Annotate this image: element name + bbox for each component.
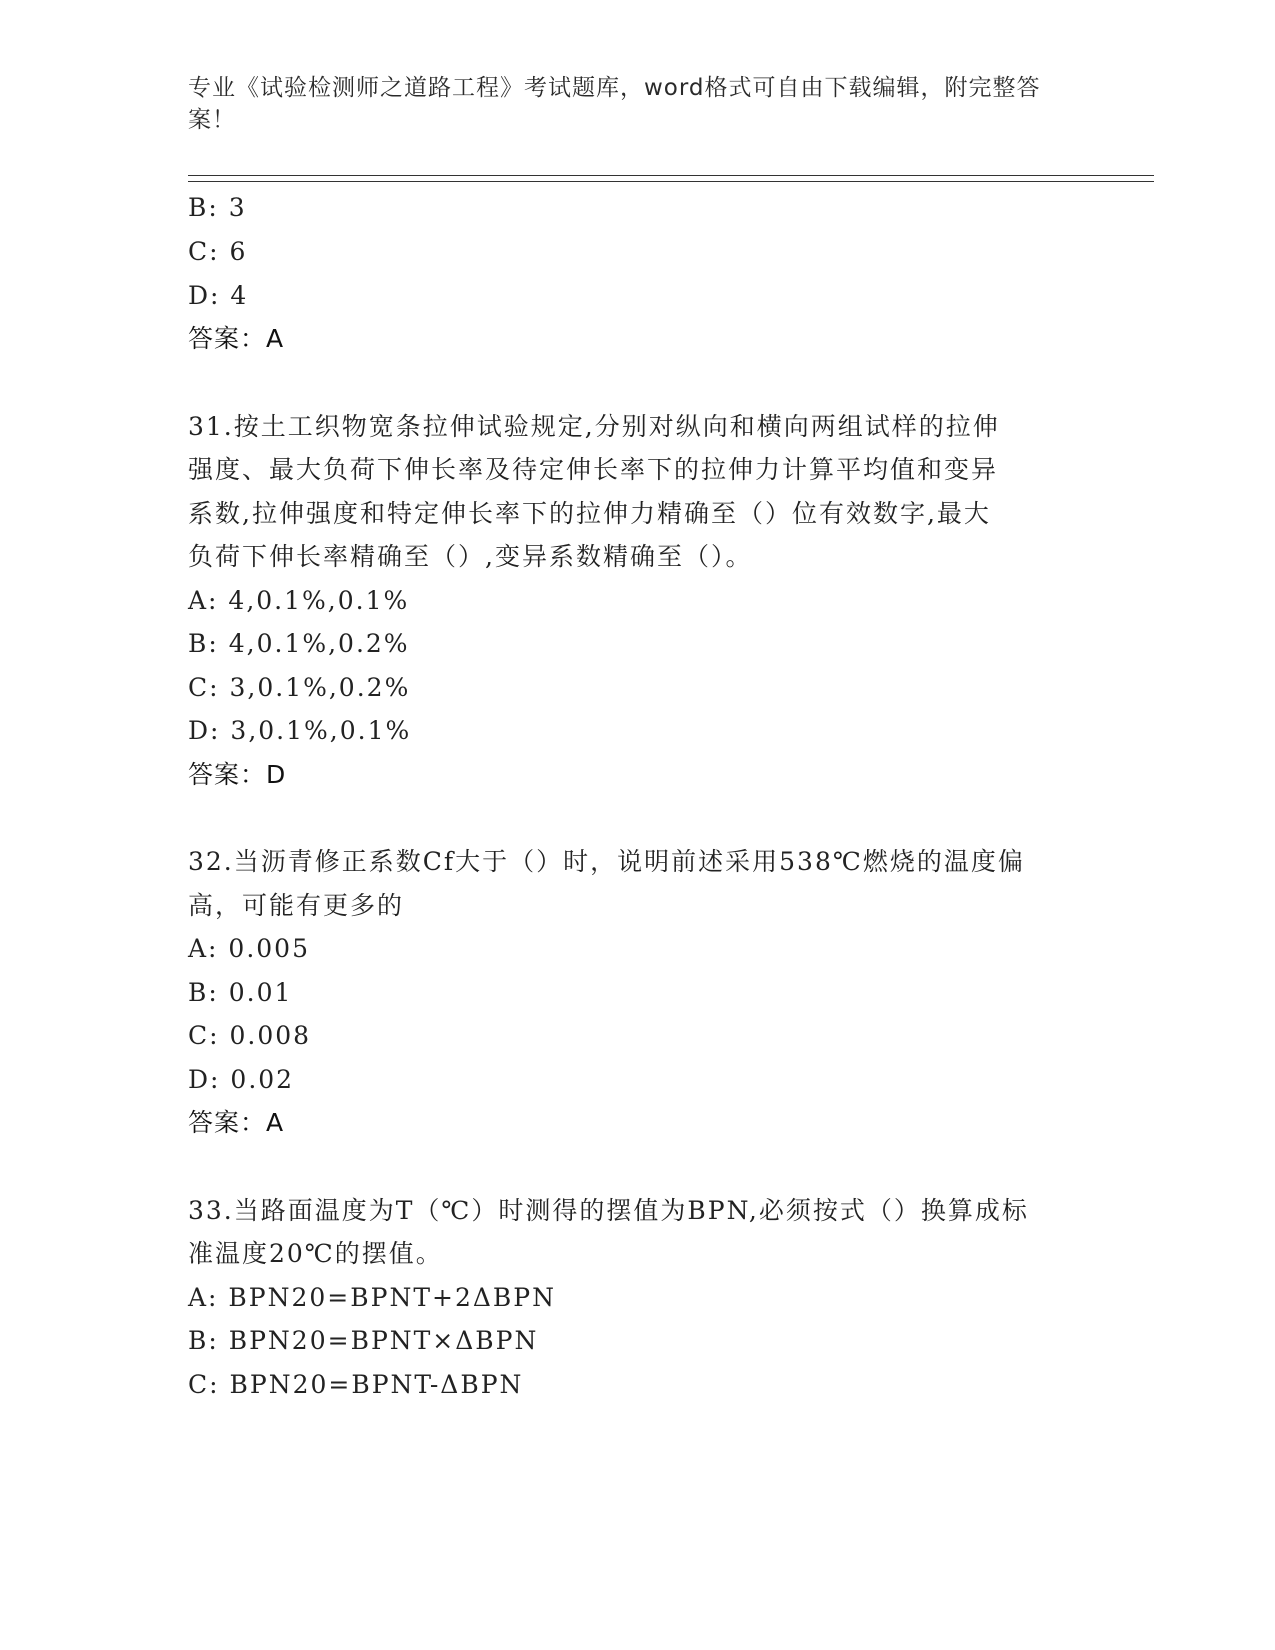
question-32-line-1: 32.当沥青修正系数Cf大于（）时，说明前述采用538℃燃烧的温度偏 (188, 847, 1025, 876)
question-31-line-4: 负荷下伸长率精确至（）,变异系数精确至（）。 (188, 542, 753, 571)
question-32-option-b: B: 0.01 (188, 978, 293, 1007)
question-32-option-d: D: 0.02 (188, 1065, 295, 1094)
question-33-option-b: B: BPN20=BPNT×ΔBPN (188, 1326, 539, 1355)
question-31-answer: 答案：D (188, 760, 287, 789)
header-rule-top (188, 175, 1154, 176)
question-32-option-c: C: 0.008 (188, 1021, 312, 1050)
option-b: B: 3 (188, 193, 247, 222)
question-31-line-1: 31.按土工织物宽条拉伸试验规定,分别对纵向和横向两组试样的拉伸 (188, 412, 1000, 441)
question-31-line-2: 强度、最大负荷下伸长率及待定伸长率下的拉伸力计算平均值和变异 (188, 455, 999, 484)
question-31-line-3: 系数,拉伸强度和特定伸长率下的拉伸力精确至（）位有效数字,最大 (188, 499, 991, 528)
question-33-line-1: 33.当路面温度为T（℃）时测得的摆值为BPN,必须按式（）换算成标 (188, 1196, 1029, 1225)
question-32-option-a: A: 0.005 (188, 934, 310, 963)
option-c: C: 6 (188, 237, 248, 266)
question-32-line-2: 高，可能有更多的 (188, 891, 405, 920)
question-32-answer: 答案：A (188, 1108, 285, 1137)
header-rule-bottom (188, 181, 1154, 182)
question-31-option-a: A: 4,0.1%,0.1% (188, 586, 410, 615)
answer-label: 答案：A (188, 324, 285, 353)
question-31-option-b: B: 4,0.1%,0.2% (188, 629, 410, 658)
question-33-option-c: C: BPN20=BPNT-ΔBPN (188, 1370, 524, 1399)
question-33-option-a: A: BPN20=BPNT+2ΔBPN (188, 1283, 556, 1312)
option-d: D: 4 (188, 281, 249, 310)
question-31-option-d: D: 3,0.1%,0.1% (188, 716, 412, 745)
question-31-option-c: C: 3,0.1%,0.2% (188, 673, 411, 702)
document-header: 专业《试验检测师之道路工程》考试题库，word格式可自由下载编辑，附完整答案！ (188, 75, 1041, 133)
question-33-line-2: 准温度20℃的摆值。 (188, 1239, 443, 1268)
